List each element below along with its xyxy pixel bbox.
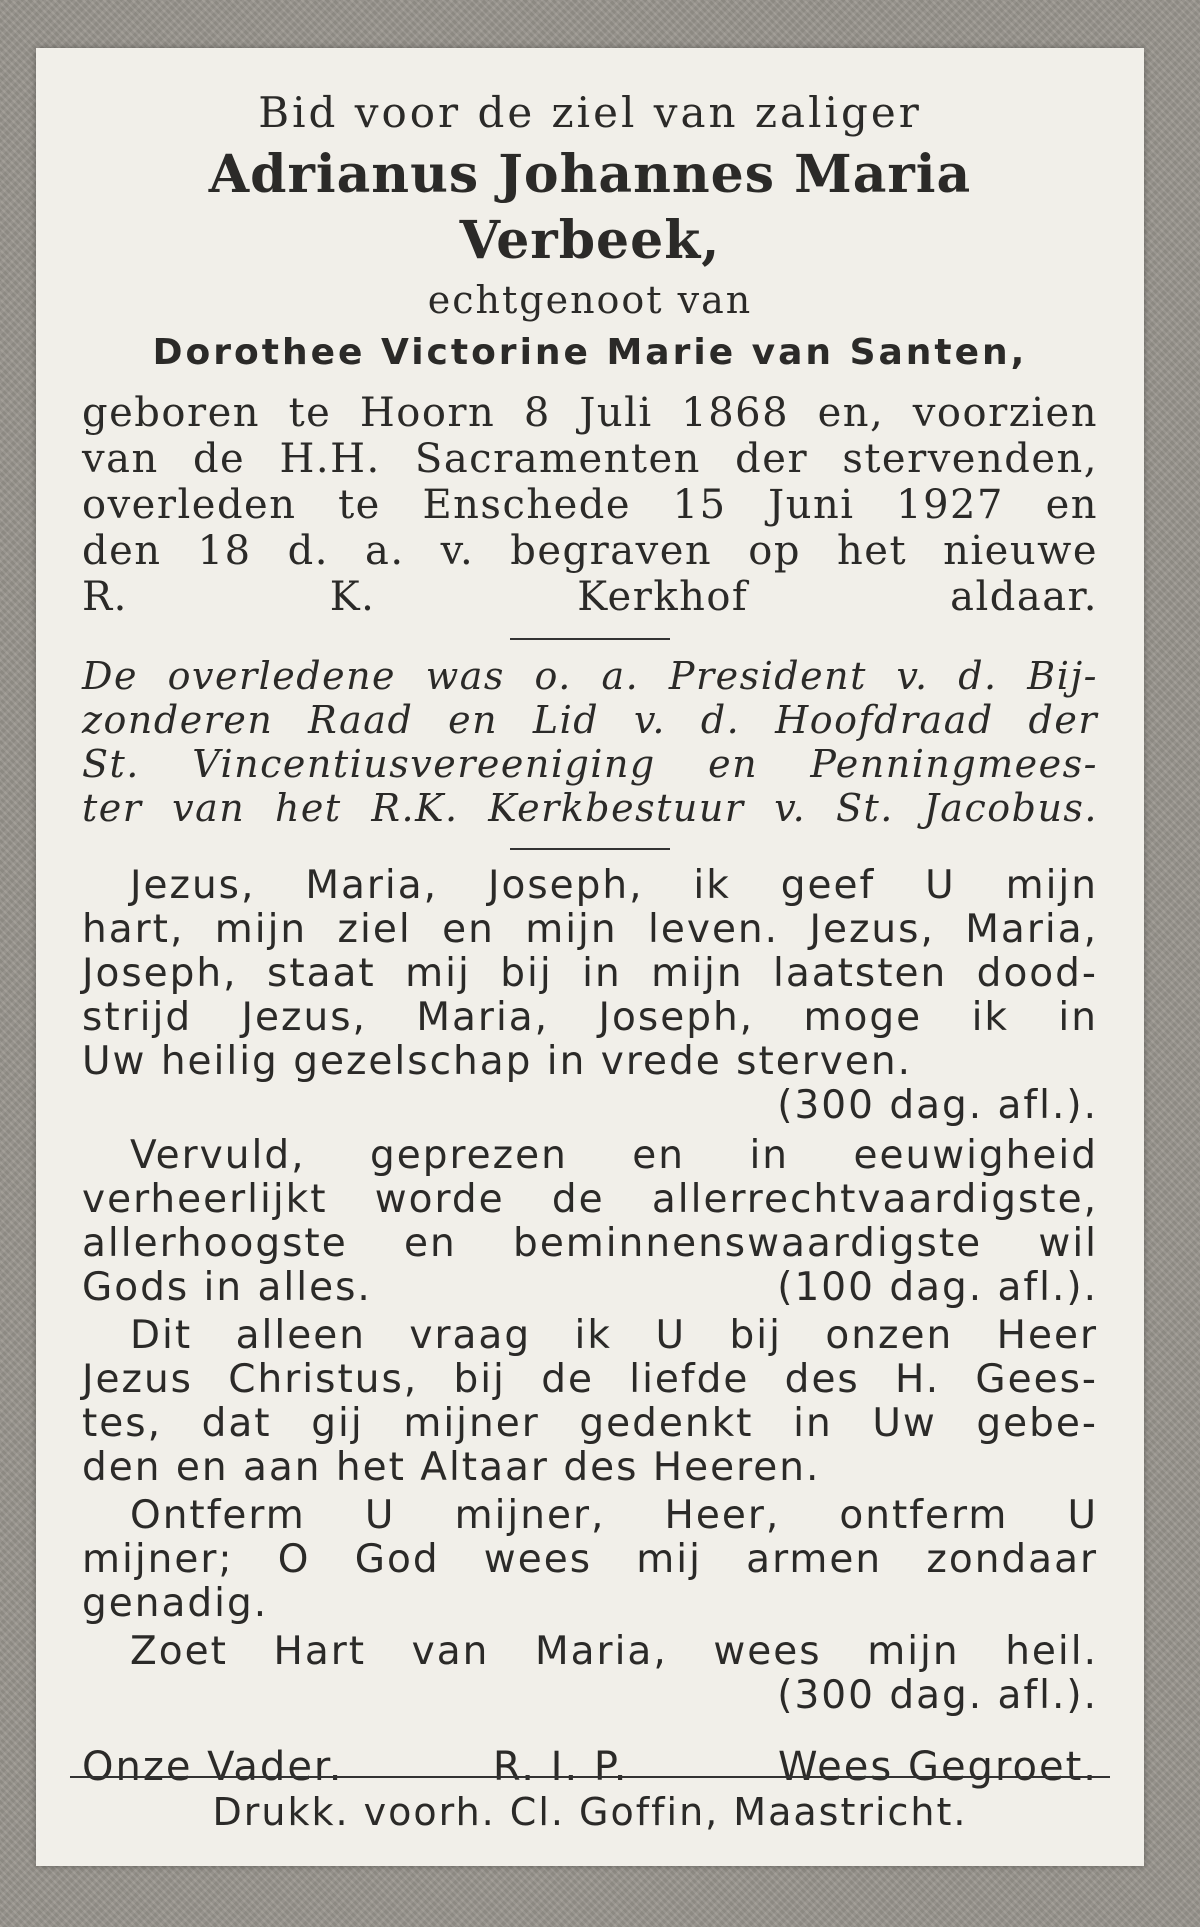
bio-line: van de H.H. Sacramenten der stervenden, xyxy=(82,436,1098,482)
prayer-vervuld xyxy=(82,1134,1098,1310)
divider xyxy=(510,848,670,850)
prayer-line: Gods in alles. xyxy=(82,1265,372,1310)
spouse-name: Dorothee Victorine Marie van Santen, xyxy=(152,332,1028,373)
prayer-line: den en aan het Altaar des Heeren. xyxy=(82,1445,821,1490)
bio-line: den 18 d. a. v. begraven op het nieuwe xyxy=(82,528,1098,574)
bio-line: geboren te Hoorn 8 Juli 1868 en, voorzien xyxy=(82,390,1098,436)
prayer-line: strijd Jezus, Maria, Joseph, moge ik in xyxy=(82,995,1098,1040)
roles-line: De overledene was o. a. President v. d. Bij- xyxy=(82,654,1098,698)
indulgence: (300 dag. afl.). xyxy=(777,1673,1098,1718)
closing-left: Onze Vader. xyxy=(82,1744,344,1790)
deceased-name: Adrianus Johannes Maria Verbeek, xyxy=(208,144,972,271)
prayer-line: Ontferm U mijner, Heer, ontferm U xyxy=(130,1493,1098,1538)
closing-prayers xyxy=(82,1744,1098,1790)
intro-line: Bid voor de ziel van zaliger xyxy=(258,88,922,137)
prayer-line: Dit alleen vraag ik U bij onzen Heer xyxy=(130,1313,1098,1358)
printer-credit: Drukk. voorh. Cl. Goffin, Maastricht. xyxy=(212,1790,968,1834)
prayer-dit-alleen xyxy=(82,1314,1098,1490)
prayer-line: mijner; O God wees mij armen zondaar xyxy=(82,1537,1098,1582)
indulgence: (100 dag. afl.). xyxy=(777,1265,1098,1310)
roles-line: zonderen Raad en Lid v. d. Hoofdraad der xyxy=(82,698,1098,742)
prayer-jezus-maria-joseph xyxy=(82,864,1098,1128)
biography xyxy=(82,390,1098,620)
roles-line: St. Vincentiusvereeniging en Penningmees- xyxy=(82,742,1098,786)
prayer-line: genadig. xyxy=(82,1581,269,1626)
memorial-card xyxy=(36,48,1144,1866)
bio-line: R. K. Kerkhof aldaar. xyxy=(82,574,1098,620)
prayer-line: Uw heilig gezelschap in vrede sterven. xyxy=(82,1039,912,1084)
indulgence: (300 dag. afl.). xyxy=(777,1083,1098,1128)
divider xyxy=(510,638,670,640)
closing-center: R. I. P. xyxy=(492,1744,629,1790)
prayer-ontferm xyxy=(82,1494,1098,1626)
roles-paragraph xyxy=(82,654,1098,830)
prayer-line: Zoet Hart van Maria, wees mijn heil. xyxy=(130,1629,1098,1674)
prayer-line: tes, dat gij mijner gedenkt in Uw gebe- xyxy=(82,1401,1098,1446)
footer-divider xyxy=(70,1776,1110,1778)
roles-line: ter van het R.K. Kerkbestuur v. St. Jacobus. xyxy=(82,786,1098,830)
bio-line: overleden te Enschede 15 Juni 1927 en xyxy=(82,482,1098,528)
prayer-line: Joseph, staat mij bij in mijn laatsten dood- xyxy=(82,951,1098,996)
closing-right: Wees Gegroet. xyxy=(777,1744,1098,1790)
prayer-line: hart, mijn ziel en mijn leven. Jezus, Maria, xyxy=(82,907,1098,952)
prayer-line: verheerlijkt worde de allerrechtvaardigste, xyxy=(82,1177,1098,1222)
card-text xyxy=(82,84,1098,1790)
prayer-last-row xyxy=(82,1266,1098,1310)
prayer-zoet-hart xyxy=(82,1630,1098,1718)
prayer-line: Jezus Christus, bij de liefde des H. Gees- xyxy=(82,1357,1098,1402)
prayer-line: Vervuld, geprezen en in eeuwigheid xyxy=(130,1133,1098,1178)
spouse-intro: echtgenoot van xyxy=(427,278,753,322)
prayer-line: allerhoogste en beminnenswaardigste wil xyxy=(82,1221,1098,1266)
prayer-line: Jezus, Maria, Joseph, ik geef U mijn xyxy=(130,863,1098,908)
